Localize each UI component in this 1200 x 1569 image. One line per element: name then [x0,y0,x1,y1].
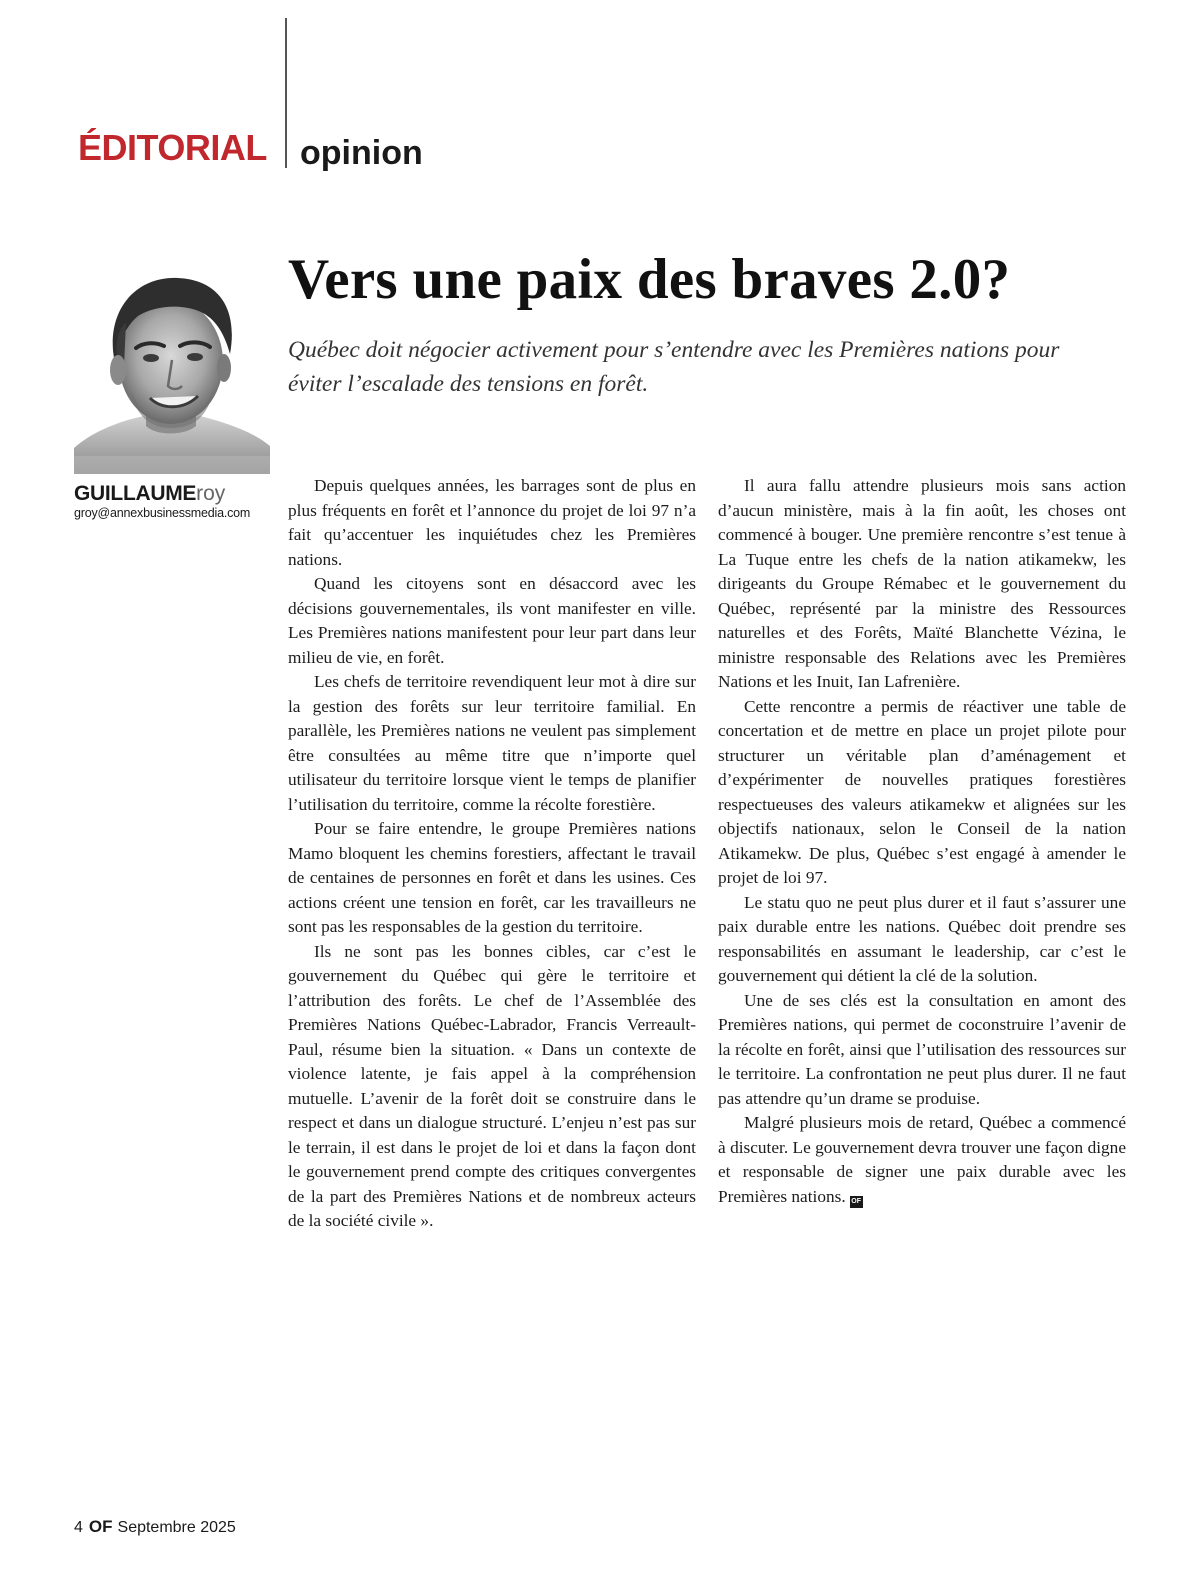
final-paragraph-text: Malgré plusieurs mois de retard, Québec a commencé à discuter. Le gouvernement devra trouver une façon digne et responsable de signer une paix durable avec les Premières nations. [718,1113,1126,1206]
section-title: ÉDITORIAL [78,127,267,168]
page-footer [74,1518,236,1536]
issue-date: Septembre 2025 [117,1519,236,1536]
author-portrait [74,270,270,474]
paragraph: Il aura fallu attendre plusieurs mois sans action d’aucun ministère, mais à la fin août, les choses ont commencé à bouger. Une première rencontre s’est tenue à La Tuque entre les chefs de la nation atikamekw, les dirigeants du Groupe Rémabec et le gouvernement du Québec, représenté par la ministre des Ressources naturelles et des Forêts, Maïté Blanchette Vézina, le ministre responsable des Relations avec les Premières Nations et les Inuit, Ian Lafrenière. [718,476,1126,691]
end-of-article-icon: OF [850,1196,863,1208]
article-deck: Québec doit négocier activement pour s’entendre avec les Premières nations pour éviter l’escalade des tensions en forêt. [288,337,1060,397]
paragraph: Une de ses clés est la consultation en amont des Premières nations, qui permet de coconstruire l’avenir de la récolte en forêt, ainsi que l’utilisation des ressources sur le territoire. La confrontation ne peut plus durer. Il ne faut pas attendre qu’un drame se produise. [718,990,1126,1108]
author-name [74,483,225,504]
paragraph: Depuis quelques années, les barrages sont de plus en plus fréquents en forêt et l’annonce du projet de loi 97 n’a fait qu’accentuer les inquiétudes chez les Premières nations. [288,476,696,569]
page-number: 4 [74,1519,83,1536]
paragraph: Pour se faire entendre, le groupe Premières nations Mamo bloquent les chemins forestiers, affectant le travail de centaines de personnes en forêt et dans les usines. Ces actions créent une tension en forêt, car les travailleurs ne sont pas les responsables de la gestion du territoire. [288,819,696,936]
final-paragraph [718,1111,1126,1209]
article-headline: Vers une paix des braves 2.0? [288,248,1011,311]
article-column-2 [718,474,1126,1209]
paragraph: Cette rencontre a permis de réactiver une table de concertation et de mettre en place un projet pilote pour structurer un véritable plan d’aménagement et d’expérimenter de nouvelles pratiques forestières respectueuses des valeurs atikamekw et alignées sur les objectifs nationaux, selon le Conseil de la nation Atikamekw. De plus, Québec s’est engagé à amender le projet de loi 97. [718,696,1126,887]
publication-logo: OF [88,1517,113,1536]
section-divider-rule [285,18,287,168]
paragraph: Ils ne sont pas les bonnes cibles, car c’est le gouvernement du Québec qui gère le territoire et l’attribution des forêts. Le chef de l’Assemblée des Premières Nations Québec-Labrador, Francis Verreault-Paul, résume bien la situation. « Dans un contexte de violence latente, je fais appel à la compréhension mutuelle. L’avenir de la forêt doit se construire dans le respect et dans un dialogue structuré. L’enjeu n’est pas sur le terrain, il est dans le projet de loi et dans la façon dont le gouvernement prend compte des critiques convergentes de la part des Premières Nations et de nombreux acteurs de la société civile ». [288,941,696,1230]
paragraph: Les chefs de territoire revendiquent leur mot à dire sur la gestion des forêts sur leur territoire familial. En parallèle, les Premières nations ne veulent pas simplement être consultées au même titre que n’importe quel utilisateur du territoire lorsque vient le temps de planifier l’utilisation du territoire, comme la récolte forestière. [288,672,696,814]
article-column-1 [288,474,696,1234]
paragraph: Quand les citoyens sont en désaccord avec les décisions gouvernementales, ils vont manifester en ville. Les Premières nations manifestent pour leur part dans leur milieu de vie, en forêt. [288,574,696,667]
section-subtitle: opinion [300,134,423,172]
author-first-name: GUILLAUME [74,482,197,505]
author-email[interactable]: groy@annexbusinessmedia.com [74,506,251,520]
author-last-name: roy [196,482,226,505]
paragraph: Le statu quo ne peut plus durer et il faut s’assurer une paix durable entre les nations. Québec doit prendre ses responsabilités en assumant le leadership, car c’est le gouvernement qui détient la clé de la solution. [718,892,1126,985]
